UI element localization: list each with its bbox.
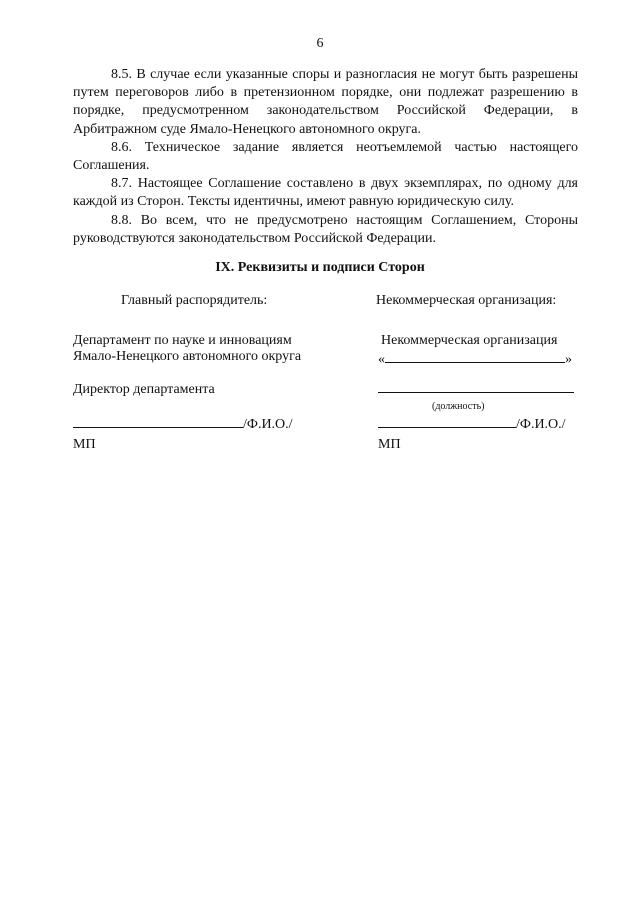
left-fio: /Ф.И.О./	[243, 417, 293, 432]
right-heading: Некоммерческая организация:	[376, 293, 557, 308]
right-quote-close: »	[565, 352, 572, 367]
paragraph-8-8: 8.8. Во всем, что не предусмотрено настоящим Соглашением, Стороны руководствуются законодательством Российской Федерации.	[73, 212, 578, 246]
right-org-line1: Некоммерческая организация	[381, 333, 558, 348]
body-text	[73, 66, 578, 248]
right-org-name-line	[378, 348, 572, 369]
right-quote-open: «	[378, 352, 385, 367]
right-signature-line	[378, 413, 566, 434]
left-signature-blank	[73, 413, 243, 428]
page-number: 6	[316, 36, 324, 51]
left-org-line1: Департамент по науке и инновациям	[73, 333, 292, 348]
right-fio: /Ф.И.О./	[516, 417, 566, 432]
paragraph-8-5: 8.5. В случае если указанные споры и разногласия не могут быть разрешены путем переговоров либо в претензионном порядке, они подлежат разрешению в порядке, предусмотренном законодательством Российской Федерации, в Арбитражном суде Ямало-Ненецкого автономного округа.	[73, 67, 578, 137]
right-stamp: МП	[378, 437, 401, 452]
left-heading: Главный распорядитель:	[121, 293, 268, 308]
right-org-name-blank	[385, 348, 565, 363]
section-title: IX. Реквизиты и подписи Сторон	[215, 260, 425, 275]
paragraph-8-7: 8.7. Настоящее Соглашение составлено в двух экземплярах, по одному для каждой из Сторон. Тексты идентичны, имеют равную юридическую силу.	[73, 176, 578, 210]
paragraph-8-6: 8.6. Техническое задание является неотъемлемой частью настоящего Соглашения.	[73, 139, 578, 174]
left-signature-line	[73, 413, 293, 434]
left-stamp: МП	[73, 437, 96, 452]
left-position: Директор департамента	[73, 382, 215, 397]
right-signature-blank	[378, 413, 516, 428]
right-position-line	[378, 378, 574, 399]
right-position-caption: (должность)	[432, 401, 485, 412]
left-org-line2: Ямало-Ненецкого автономного округа	[73, 349, 302, 364]
right-position-blank	[378, 378, 574, 393]
